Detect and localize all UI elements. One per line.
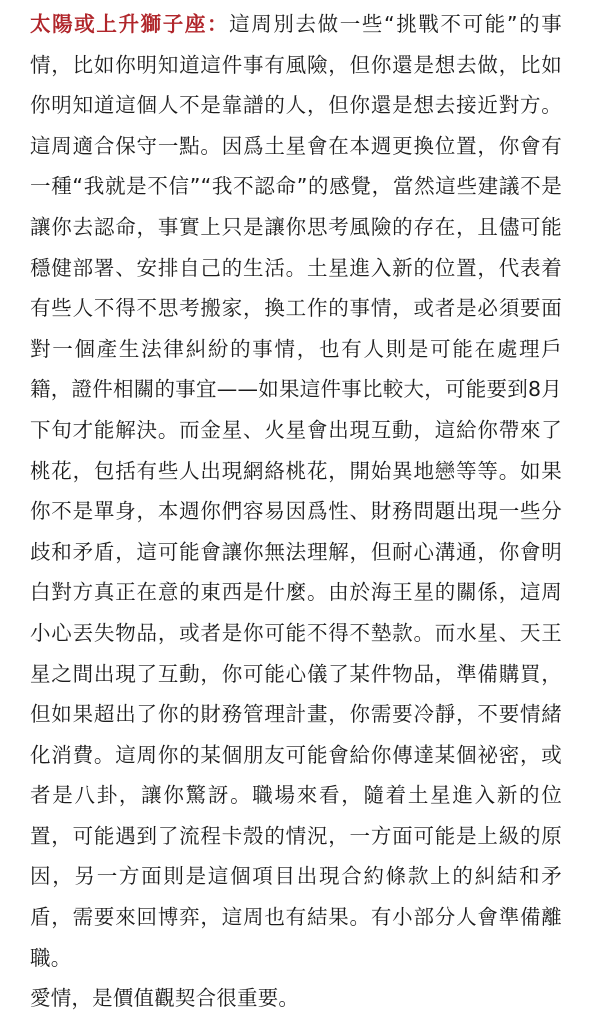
love-line: 愛情，是價值觀契合很重要。 bbox=[30, 986, 300, 1011]
sign-heading: 太陽或上升獅子座： bbox=[30, 12, 230, 36]
article bbox=[30, 4, 562, 1019]
horoscope-paragraph bbox=[30, 4, 562, 978]
horoscope-body: 這周別去做一些“挑戰不可能”的事情，比如你明知道這件事有風險，但你還是想去做，比如你明知道這個人不是靠譜的人，但你還是想去接近對方。這周適合保守一點。因爲土星會在本週更換位置，你會有一種“我就是不信”“我不認命”的感覺，當然這些建議不是讓你去認命，事實上只是讓你思考風險的存在，且儘可能穩健部署、安排自己的生活。土星進入新的位置，代表着有些人不得不思考搬家，換工作的事情，或者是必須要面對一個產生法律糾紛的事情，也有人則是可能在處理戶籍，證件相關的事宜——如果這件事比較大，可能要到8月下旬才能解決。而金星、火星會出現互動，這給你帶來了桃花，包括有些人出現網絡桃花，開始異地戀等等。如果你不是單身，本週你們容易因爲性、財務問題出現一些分歧和矛盾，這可能會讓你無法理解，但耐心溝通，你會明白對方真正在意的東西是什麼。由於海王星的關係，這周小心丟失物品，或者是你可能不得不墊款。而水星、天王星之間出現了互動，你可能心儀了某件物品，準備購買，但如果超出了你的財務管理計畫，你需要冷靜，不要情緒化消費。這周你的某個朋友可能會給你傳達某個祕密，或者是八卦，讓你驚訝。職場來看，隨着土星進入新的位置，可能遇到了流程卡殼的情況，一方面可能是上級的原因，另一方面則是這個項目出現合約條款上的糾結和矛盾，需要來回博弈，這周也有結果。有小部分人會準備離職。 bbox=[30, 12, 562, 970]
